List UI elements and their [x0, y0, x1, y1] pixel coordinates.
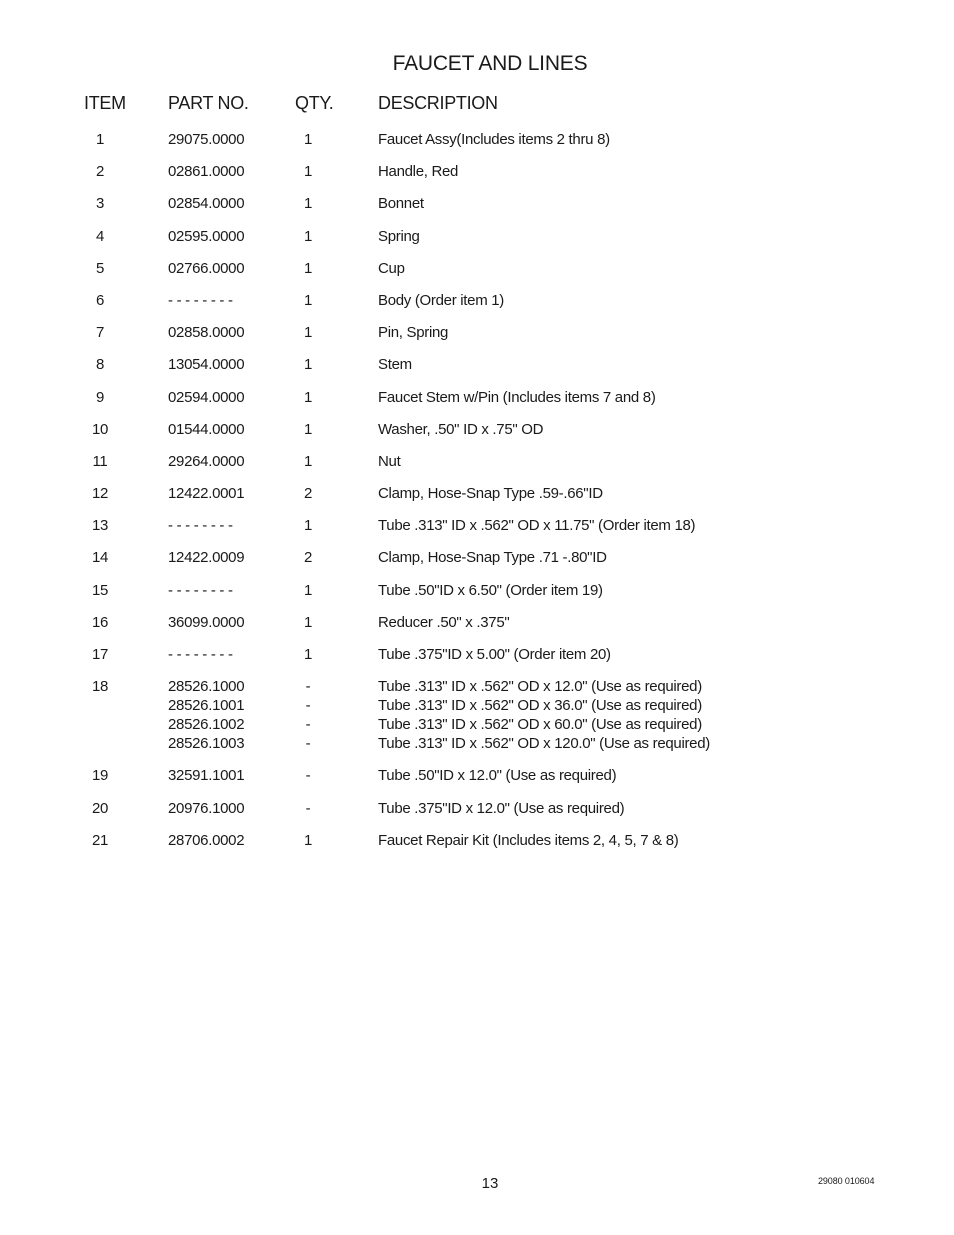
- table-row: [0, 355, 954, 374]
- item-number: 11: [92, 452, 108, 470]
- parts-list: [0, 130, 954, 863]
- description: Tube .313" ID x .562" OD x 12.0" (Use as required): [378, 678, 702, 696]
- part-number-column: [168, 420, 244, 439]
- part-number: - - - - - - - -: [168, 291, 233, 309]
- quantity: 1: [303, 420, 313, 438]
- part-number: 02766.0000: [168, 259, 245, 277]
- part-number: 13054.0000: [168, 356, 245, 374]
- description: Washer, .50" ID x .75" OD: [378, 420, 544, 438]
- table-row: [0, 766, 954, 785]
- part-number: 29075.0000: [168, 131, 245, 148]
- item-number: 14: [91, 549, 109, 567]
- quantity-column: [298, 548, 318, 567]
- header-qty: QTY.: [295, 93, 334, 113]
- quantity: 1: [303, 131, 313, 148]
- table-row: [0, 613, 954, 632]
- quantity: 1: [303, 831, 313, 849]
- table-row: [0, 194, 954, 213]
- header-item: ITEM: [84, 93, 126, 113]
- quantity-column: [298, 484, 318, 503]
- quantity: 1: [303, 356, 313, 374]
- item-number: 20: [91, 799, 109, 817]
- quantity: -: [305, 767, 311, 785]
- description: Tube .313" ID x .562" OD x 36.0" (Use as required): [378, 697, 702, 715]
- quantity-column: [298, 194, 318, 213]
- part-number-column: [168, 388, 244, 407]
- part-number: 02861.0000: [168, 163, 245, 181]
- part-number: 12422.0001: [168, 485, 245, 503]
- quantity: 1: [303, 291, 313, 309]
- part-number-column: [168, 799, 244, 818]
- description-column: [378, 677, 710, 753]
- item-number: 5: [95, 259, 105, 277]
- part-number: 36099.0000: [168, 613, 245, 631]
- page-number: 13: [481, 1175, 499, 1192]
- table-row: [0, 452, 954, 471]
- item-number: 9: [95, 388, 105, 406]
- item-number: 15: [91, 581, 109, 599]
- item-number: 17: [91, 646, 109, 663]
- description-column: [378, 766, 616, 785]
- description-column: [378, 194, 424, 213]
- item-number: 10: [91, 420, 109, 438]
- quantity: -: [305, 678, 311, 696]
- item-number: 19: [91, 767, 109, 785]
- table-row: [0, 323, 954, 342]
- quantity: 1: [303, 388, 313, 406]
- part-number-column: [168, 645, 233, 664]
- description: Pin, Spring: [378, 324, 449, 342]
- quantity: 1: [303, 452, 313, 470]
- quantity: 1: [303, 227, 313, 245]
- quantity-column: [298, 162, 318, 181]
- table-row: [0, 677, 954, 753]
- description-column: [378, 613, 509, 632]
- description: Faucet Assy(Includes items 2 thru 8): [378, 131, 610, 148]
- table-row: [0, 130, 954, 149]
- quantity: 1: [303, 259, 313, 277]
- quantity-column: [298, 613, 318, 632]
- quantity-column: [298, 420, 318, 439]
- description: Tube .313" ID x .562" OD x 11.75" (Order item 18): [378, 517, 696, 535]
- quantity-column: [298, 581, 318, 600]
- part-number-column: [168, 162, 244, 181]
- quantity: 1: [303, 517, 313, 535]
- header-description: DESCRIPTION: [378, 93, 498, 113]
- description-column: [378, 259, 405, 278]
- item-number: 13: [91, 517, 109, 535]
- part-number: 32591.1001: [168, 767, 245, 785]
- description: Tube .50"ID x 6.50" (Order item 19): [378, 581, 603, 599]
- description-column: [378, 291, 504, 310]
- part-number: - - - - - - - -: [168, 646, 233, 663]
- part-number-column: [168, 484, 244, 503]
- part-number: 01544.0000: [168, 420, 245, 438]
- quantity: 2: [303, 485, 313, 503]
- part-number-column: [168, 516, 233, 535]
- quantity: 1: [303, 163, 313, 181]
- description: Faucet Repair Kit (Includes items 2, 4, 5, 7 & 8): [378, 831, 679, 849]
- table-header: [0, 93, 954, 117]
- description-column: [378, 162, 458, 181]
- item-number: 4: [95, 227, 105, 245]
- quantity: -: [305, 697, 311, 715]
- quantity-column: [298, 516, 318, 535]
- description-column: [378, 516, 695, 535]
- description-column: [378, 581, 603, 600]
- quantity-column: [298, 799, 318, 818]
- quantity-column: [298, 323, 318, 342]
- table-row: [0, 548, 954, 567]
- quantity-column: [298, 388, 318, 407]
- part-number-column: [168, 581, 233, 600]
- description: Bonnet: [378, 195, 424, 213]
- description-column: [378, 645, 611, 664]
- part-number-column: [168, 766, 244, 785]
- table-row: [0, 420, 954, 439]
- part-number: 20976.1000: [168, 799, 245, 817]
- table-row: [0, 484, 954, 503]
- part-number-column: [168, 130, 244, 149]
- quantity-column: [298, 677, 318, 753]
- table-row: [0, 581, 954, 600]
- description: Tube .375"ID x 5.00" (Order item 20): [378, 646, 611, 663]
- quantity: 1: [303, 324, 313, 342]
- quantity-column: [298, 130, 318, 149]
- header-part-no: PART NO.: [168, 93, 249, 113]
- description: Clamp, Hose-Snap Type .71 -.80"ID: [378, 549, 607, 567]
- quantity: -: [305, 716, 311, 734]
- quantity: -: [305, 799, 311, 817]
- item-number: 18: [91, 678, 109, 696]
- table-row: [0, 291, 954, 310]
- table-row: [0, 259, 954, 278]
- document-code: 29080 010604: [818, 1176, 875, 1186]
- description: Reducer .50" x .375": [378, 613, 510, 631]
- part-number: 28526.1003: [168, 735, 245, 753]
- part-number: 28706.0002: [168, 831, 245, 849]
- description: Cup: [378, 259, 405, 277]
- quantity-column: [298, 645, 318, 664]
- item-number: 6: [95, 291, 105, 309]
- item-number: 7: [95, 324, 105, 342]
- quantity-column: [298, 259, 318, 278]
- description: Nut: [378, 452, 401, 470]
- quantity: 2: [303, 549, 313, 567]
- quantity-column: [298, 291, 318, 310]
- description: Tube .375"ID x 12.0" (Use as required): [378, 799, 625, 817]
- description: Tube .313" ID x .562" OD x 60.0" (Use as required): [378, 716, 702, 734]
- quantity-column: [298, 831, 318, 850]
- part-number: 29264.0000: [168, 452, 245, 470]
- description-column: [378, 388, 656, 407]
- item-number: 3: [95, 195, 105, 213]
- item-number: 12: [91, 485, 109, 503]
- part-number-column: [168, 194, 244, 213]
- table-row: [0, 645, 954, 664]
- quantity: 1: [303, 195, 313, 213]
- part-number-column: [168, 259, 244, 278]
- item-number: 8: [95, 356, 105, 374]
- part-number: 02854.0000: [168, 195, 245, 213]
- description: Stem: [378, 356, 412, 374]
- quantity: -: [305, 735, 311, 753]
- description: Clamp, Hose-Snap Type .59-.66"ID: [378, 485, 603, 503]
- part-number-column: [168, 355, 244, 374]
- description: Handle, Red: [378, 163, 459, 181]
- part-number: 28526.1001: [168, 697, 245, 715]
- description: Tube .50"ID x 12.0" (Use as required): [378, 767, 617, 785]
- quantity-column: [298, 355, 318, 374]
- part-number-column: [168, 291, 233, 310]
- quantity: 1: [303, 581, 313, 599]
- quantity-column: [298, 227, 318, 246]
- description-column: [378, 484, 603, 503]
- description: Body (Order item 1): [378, 291, 505, 309]
- description: Spring: [378, 227, 420, 245]
- item-number: 1: [95, 131, 105, 148]
- part-number-column: [168, 548, 244, 567]
- part-number: 02858.0000: [168, 324, 245, 342]
- table-row: [0, 162, 954, 181]
- quantity: 1: [303, 646, 313, 663]
- part-number-column: [168, 613, 244, 632]
- item-number: 2: [95, 163, 105, 181]
- description-column: [378, 323, 448, 342]
- description: Tube .313" ID x .562" OD x 120.0" (Use as required): [378, 735, 710, 753]
- part-number-column: [168, 831, 244, 850]
- part-number: 28526.1002: [168, 716, 245, 734]
- table-row: [0, 388, 954, 407]
- description-column: [378, 227, 420, 246]
- part-number: - - - - - - - -: [168, 581, 233, 599]
- part-number: 02595.0000: [168, 227, 245, 245]
- quantity-column: [298, 766, 318, 785]
- quantity-column: [298, 452, 318, 471]
- item-number: 16: [91, 613, 109, 631]
- description-column: [378, 355, 412, 374]
- description-column: [378, 799, 624, 818]
- description-column: [378, 548, 607, 567]
- table-row: [0, 799, 954, 818]
- part-number-column: [168, 323, 244, 342]
- part-number: 02594.0000: [168, 388, 245, 406]
- part-number-column: [168, 452, 244, 471]
- part-number: 12422.0009: [168, 549, 245, 567]
- quantity: 1: [303, 613, 313, 631]
- table-row: [0, 516, 954, 535]
- part-number: 28526.1000: [168, 678, 245, 696]
- description-column: [378, 831, 678, 850]
- table-row: [0, 831, 954, 850]
- part-number-column: [168, 677, 244, 753]
- description-column: [378, 420, 543, 439]
- description: Faucet Stem w/Pin (Includes items 7 and 8): [378, 388, 656, 406]
- table-row: [0, 227, 954, 246]
- part-number: - - - - - - - -: [168, 517, 233, 535]
- description-column: [378, 130, 610, 149]
- item-number: 21: [91, 831, 109, 849]
- part-number-column: [168, 227, 244, 246]
- page-title: FAUCET AND LINES: [392, 52, 588, 75]
- description-column: [378, 452, 400, 471]
